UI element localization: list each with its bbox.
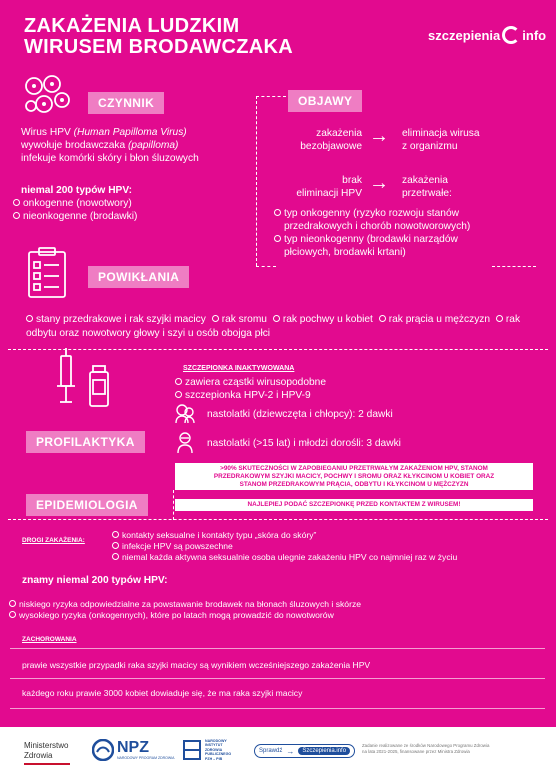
- objawy-row2-right: zakażenia przetrwałe:: [402, 175, 452, 199]
- epi-types-title: znamy niemal 200 typów HPV:: [22, 575, 168, 586]
- routes-list: [112, 530, 457, 563]
- dose-teens: nastolatki (dziewczęta i chłopcy): 2 dawki: [207, 409, 393, 420]
- section-tag-powiklania: POWIKŁANIA: [88, 266, 189, 288]
- vaccine-list: [175, 376, 326, 402]
- clipboard-icon: [26, 246, 70, 300]
- efficacy-box: >90% SKUTECZNOŚCI W ZAPOBIEGANIU PRZETRWAŁYM ZAKAŻENIOM HPV, STANOM PRZEDRAKOWYM SZYJKI MACICY, POCHWY I SROMU ORAZ KŁYKCINOM U KOBIET ORAZ STANOM PRZEDRAKOWYM PRĄCIA, ODBYTU I KŁYKCINOM U MĘŻCZYZN: [175, 463, 533, 490]
- incidence-title: ZACHOROWANIA: [22, 636, 77, 643]
- list-item: nieonkogenne (brodawki): [13, 210, 137, 223]
- powiklania-list: stany przedrakowe i rak szyjki macicy rak sromu rak pochwy u kobiet rak prącia u mężczyzn rak odbytu oraz nowotwory głowy i szyi u osób obojga płci: [26, 314, 521, 339]
- vaccine-title: SZCZEPIONKA INAKTYWOWANA: [183, 365, 295, 372]
- brand-logo[interactable]: szczepienia info: [428, 27, 547, 43]
- young-adult-icon: [174, 430, 196, 454]
- virus-icon: [22, 72, 72, 120]
- arrow-right-icon: →: [286, 746, 295, 756]
- best-time-box: NAJLEPIEJ PODAĆ SZCZEPIONKĘ PRZED KONTAKTEM Z WIRUSEM!: [175, 499, 533, 511]
- list-item: typ nieonkogenny (brodawki narządów: [274, 233, 544, 246]
- section-tag-profilaktyka: PROFILAKTYKA: [26, 431, 145, 453]
- list-item: wysokiego ryzyka (onkogennych), które po latach mogą prowadzić do nowotworów: [9, 610, 361, 621]
- objawy-row2-left: brak eliminacji HPV: [296, 175, 362, 199]
- npz-emblem-icon: [92, 739, 114, 761]
- divider: [10, 708, 545, 709]
- pzh-emblem-icon: [182, 739, 202, 761]
- arrow-right-icon: →: [369, 125, 389, 147]
- divider: [492, 266, 536, 267]
- pzh-logo: NARODOWY INSTYTUT ZDROWIA PUBLICZNEGO PZH – PIB: [182, 739, 231, 761]
- hpv-types-list: [13, 197, 137, 223]
- section-tag-objawy: OBJAWY: [288, 90, 362, 112]
- divider: [256, 96, 257, 266]
- footer: [0, 727, 556, 777]
- brand-ring-icon: [502, 26, 520, 44]
- list-item: niemal każda aktywna seksualnie osoba ulegnie zakażeniu HPV co najmniej raz w życiu: [112, 552, 457, 563]
- divider: [8, 519, 548, 520]
- section-tag-epidemiologia: EPIDEMIOLOGIA: [26, 494, 148, 516]
- list-item: typ onkogenny (ryzyko rozwoju stanów: [274, 207, 544, 220]
- czynnik-description: Wirus HPV (Human Papilloma Virus) wywołuje brodawczaka (papilloma) infekuje komórki skóry i błon śluzowych: [21, 127, 199, 164]
- divider: [10, 648, 545, 649]
- list-item: onkogenne (nowotwory): [13, 197, 137, 210]
- incidence-item: prawie wszystkie przypadki raka szyjki macicy są wynikiem wcześniejszego zakażenia HPV: [22, 660, 371, 670]
- incidence-item: każdego roku prawie 3000 kobiet dowiaduje się, że ma raka szyjki macicy: [22, 688, 303, 698]
- section-tag-czynnik: CZYNNIK: [88, 92, 164, 114]
- dose-adults: nastolatki (>15 lat) i młodzi dorośli: 3 dawki: [207, 438, 401, 449]
- teens-icon: [174, 402, 196, 424]
- list-item: kontakty seksualne i kontakty typu „skóra do skóry”: [112, 530, 457, 541]
- hpv-types-title: niemal 200 typów HPV:: [21, 185, 132, 196]
- epi-types-list: [9, 599, 361, 621]
- divider: [10, 678, 545, 679]
- list-item: niskiego ryzyka odpowiedzialne za powstawanie brodawek na błonach śluzowych i skórze: [9, 599, 361, 610]
- syringe-icon: [52, 346, 116, 414]
- funding-note: Zadanie realizowane ze środków Narodowego Programu Zdrowia na lata 2021-2025, finansowane przez Ministra Zdrowia: [362, 743, 490, 754]
- routes-title: DROGI ZAKAŻENIA:: [22, 537, 85, 544]
- list-item: infekcje HPV są powszechne: [112, 541, 457, 552]
- objawy-list: typ onkogenny (ryzyko rozwoju stanów przedrakowych i chorób nowotworowych) typ nieonkogenny (brodawki narządów płciowych, brodawki krtani): [274, 207, 544, 259]
- objawy-row1-left: zakażenia bezobjawowe: [300, 128, 362, 152]
- divider: [256, 96, 286, 97]
- objawy-row1-right: eliminacja wirusa z organizmu: [402, 128, 480, 152]
- ministry-logo: Ministerstwo Zdrowia: [24, 741, 70, 765]
- list-item: zawiera cząstki wirusopodobne: [175, 376, 326, 389]
- divider: [173, 490, 174, 520]
- npz-logo: NPZ NARODOWY PROGRAM ZDROWIA: [92, 739, 175, 761]
- arrow-right-icon: →: [369, 172, 389, 194]
- check-site-button[interactable]: Sprawdź → Szczepienia.info: [254, 744, 355, 758]
- divider: [256, 266, 276, 267]
- list-item: szczepionka HPV-2 i HPV-9: [175, 389, 326, 402]
- page-title: ZAKAŻENIA LUDZKIM WIRUSEM BRODAWCZAKA: [24, 15, 294, 58]
